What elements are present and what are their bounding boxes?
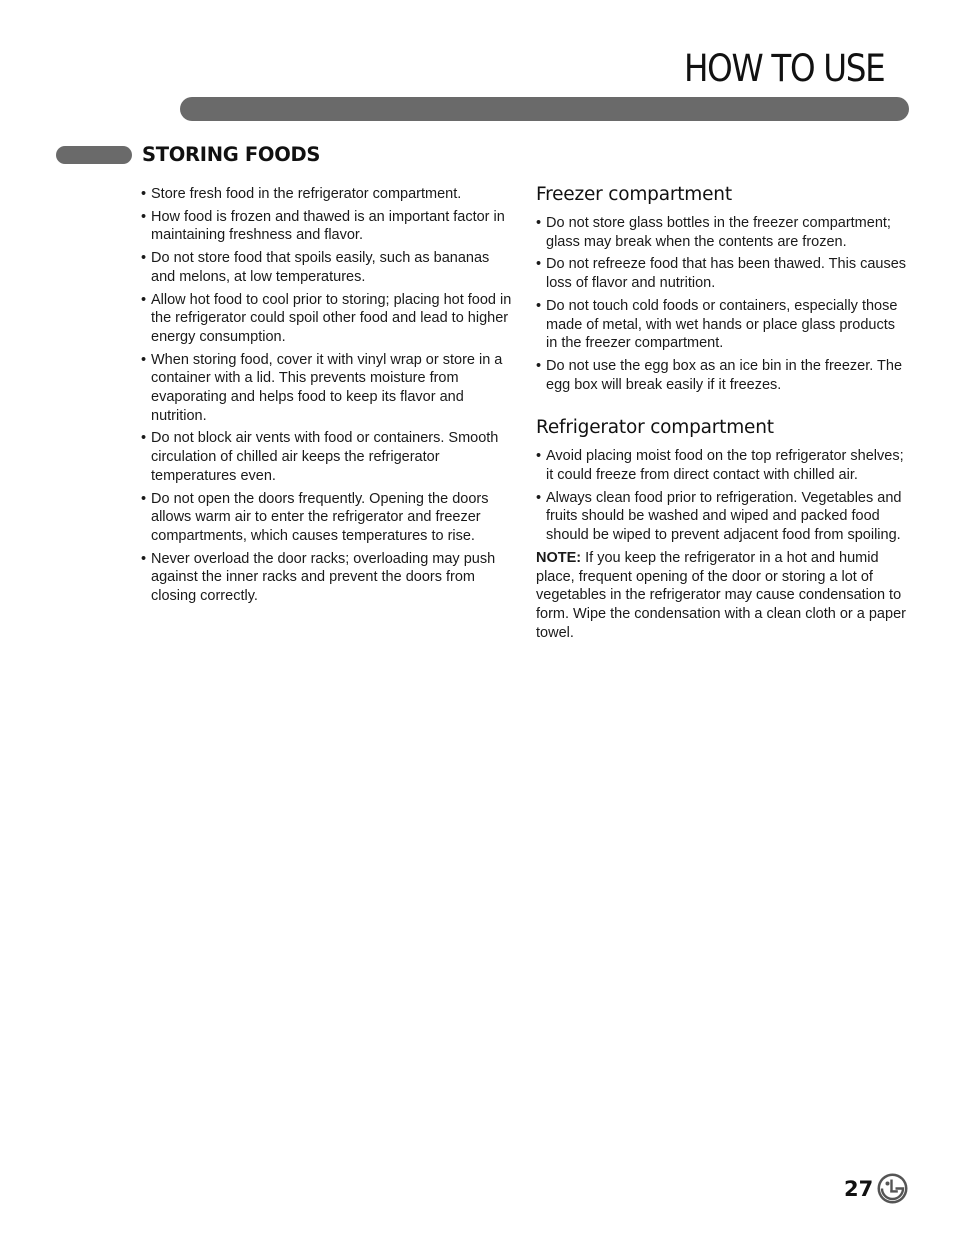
refrigerator-heading: Refrigerator compartment xyxy=(536,417,774,439)
left-column xyxy=(141,185,516,610)
freezer-heading: Freezer compartment xyxy=(536,184,732,205)
page-header-title: HOW TO USE xyxy=(684,47,885,90)
list-item: • Do not touch cold foods or containers, especially those made of metal, with wet hands or place glass products in the freezer compartment. xyxy=(536,297,908,353)
right-column xyxy=(536,183,908,642)
list-item: • Do not store food that spoils easily, such as bananas and melons, at low temperatures. xyxy=(141,249,516,286)
list-item: • Do not store glass bottles in the freezer compartment; glass may break when the contents are frozen. xyxy=(536,214,908,251)
list-item: • Do not refreeze food that has been thawed. This causes loss of flavor and nutrition. xyxy=(536,255,908,292)
storing-tips-list xyxy=(141,185,516,606)
note-label: NOTE: xyxy=(536,549,582,566)
header-bar xyxy=(180,97,909,121)
refrigerator-list xyxy=(536,447,908,545)
freezer-list xyxy=(536,214,908,394)
list-item: • How food is frozen and thawed is an important factor in maintaining freshness and flavor. xyxy=(141,208,516,245)
list-item: • Do not use the egg box as an ice bin in the freezer. The egg box will break easily if it freezes. xyxy=(536,357,908,394)
list-item: • Avoid placing moist food on the top refrigerator shelves; it could freeze from direct contact with chilled air. xyxy=(536,447,908,484)
lg-logo-icon xyxy=(877,1173,908,1204)
list-item: • Do not open the doors frequently. Opening the doors allows warm air to enter the refrigerator and freezer compartments, which causes temperatures to rise. xyxy=(141,490,516,546)
list-item: • Never overload the door racks; overloading may push against the inner racks and prevent the doors from closing correctly. xyxy=(141,550,516,606)
section-pill xyxy=(56,146,132,164)
list-item: • Do not block air vents with food or containers. Smooth circulation of chilled air keeps the refrigerator temperatures even. xyxy=(141,429,516,485)
section-title: STORING FOODS xyxy=(142,143,321,166)
list-item: • Allow hot food to cool prior to storing; placing hot food in the refrigerator could spoil other food and lead to higher energy consumption. xyxy=(141,291,516,347)
list-item: • When storing food, cover it with vinyl wrap or store in a container with a lid. This prevents moisture from evaporating and helps food to keep its flavor and nutrition. xyxy=(141,351,516,426)
page-number: 27 xyxy=(844,1177,874,1201)
note xyxy=(536,549,908,643)
list-item: • Store fresh food in the refrigerator compartment. xyxy=(141,185,516,204)
list-item: • Always clean food prior to refrigeration. Vegetables and fruits should be washed and wiped and packed food should be wiped to prevent adjacent food from spoiling. xyxy=(536,489,908,545)
note-text: If you keep the refrigerator in a hot and humid place, frequent opening of the door or storing a lot of vegetables in the refrigerator may cause condensation to form. Wipe the condensation with a clean cloth or a paper towel. xyxy=(536,549,906,641)
